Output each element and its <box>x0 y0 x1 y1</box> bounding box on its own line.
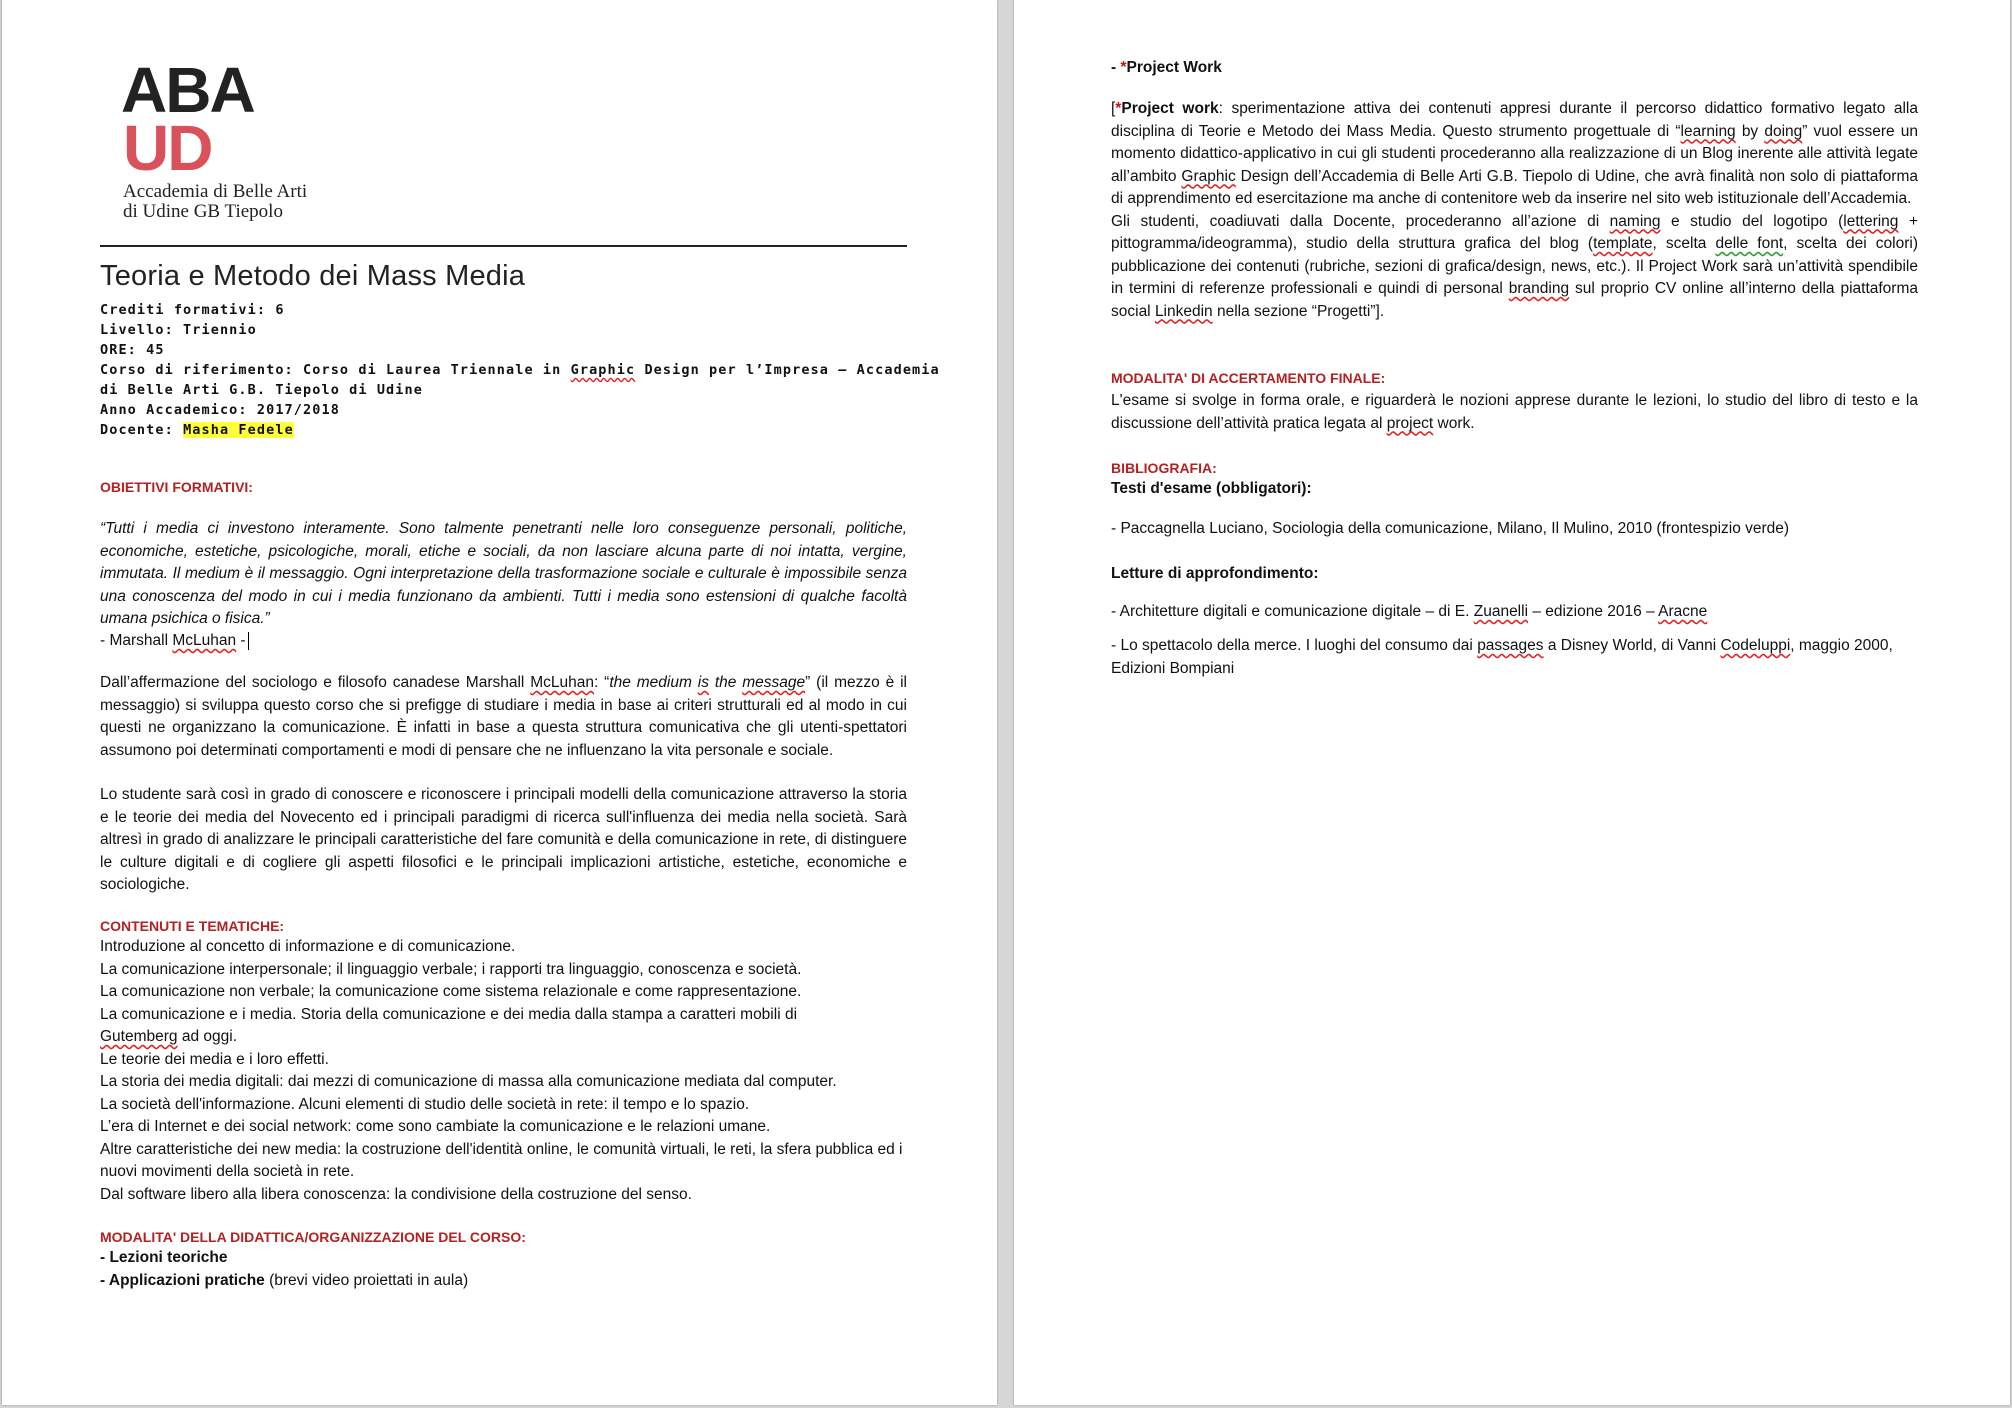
text-cursor <box>248 632 250 650</box>
pw-text: Gli studenti, coadiuvati dalla Docente, procederanno all’azione di <box>1111 212 1610 230</box>
acc-text: L'esame si svolge in forma orale, e riguarderà le nozioni apprese durante le lezioni, lo studio del libro di testo e la discussione dell’attività pratica legata al <box>1111 392 1918 432</box>
project-work-paragraph[interactable] <box>1111 98 1918 323</box>
let-text: a Disney World, di Vanni <box>1543 637 1721 654</box>
acc-text: work. <box>1433 414 1475 432</box>
bibliografia-item[interactable]: - Paccagnella Luciano, Sociologia della comunicazione, Milano, Il Mulino, 2010 (frontespizio verde) <box>1111 520 1790 537</box>
didattica-item: - Lezioni teoriche <box>100 1249 228 1266</box>
contenuti-line: La società dell'informazione. Alcuni elementi di studio delle società in rete: il tempo e lo spazio. <box>100 1095 750 1113</box>
contenuti-text: ad oggi. <box>177 1028 238 1045</box>
spell-error-word: Zuanelli <box>1473 603 1529 620</box>
meta-livello: Livello: Triennio <box>100 322 257 338</box>
pw-text: , scelta dei colori) pubblicazione dei contenuti (rubriche, sezioni di grafica/design, news, etc.). Il Project Work sarà un’attività spendibile in termini di referenze professionali e quindi di personal <box>1111 235 1918 297</box>
didattica-list[interactable] <box>100 1247 468 1292</box>
mcluhan-quote[interactable]: “Tutti i media ci investono interamente. Sono talmente penetranti nelle loro conseguenze personali, politiche, economiche, estetiche, psicologiche, morali, etiche e sociali, da non lasciare alcuna parte di noi intatta, vergine, immutata. Il medium è il messaggio. Ogni interpretazione della trasformazione sociale e culturale è impossibile senza una conoscenza del modo in cui i media funzionano da ambienti. Tutti i media sono estensioni di qualche facoltà umana psichica o fisica.” <box>100 520 907 627</box>
p1-text-a: Dall’affermazione del sociologo e filosofo canadese Marshall <box>100 674 531 691</box>
spell-error-word: message <box>742 674 806 691</box>
obiettivi-paragraph-2[interactable]: Lo studente sarà così in grado di conoscere e riconoscere i principali modelli della comunicazione attraverso la storia e le teorie dei media del Novecento ed i principali paradigmi di ricerca sull'influenza dei media nella società. Sarà altresì in grado di analizzare le principali caratteristiche del fare comunità e della comunicazione in rete, di distinguere le culture digitali e di cogliere gli aspetti filosofici e le principali implicazioni artistiche, estetiche, economiche e sociologiche. <box>100 786 907 893</box>
pw-label: Project Work <box>1126 59 1222 76</box>
meta-corso <box>100 360 940 380</box>
author-text: - Marshall <box>100 632 173 649</box>
p1-italic-d: the medium <box>609 674 698 691</box>
letture-item-2[interactable] <box>1111 635 1918 680</box>
spell-error-word: Graphic <box>1181 167 1236 185</box>
meta-crediti: Crediti formativi: 6 <box>100 302 285 318</box>
pw-text: e studio del logotipo ( <box>1660 212 1844 230</box>
heading-didattica: MODALITA' DELLA DIDATTICA/ORGANIZZAZIONE DEL CORSO: <box>100 1229 526 1245</box>
contenuti-line: La comunicazione e i media. Storia della comunicazione e dei media dalla stampa a caratteri mobili di <box>100 1005 798 1023</box>
pw-text: Design dell’Accademia di Belle Arti G.B. Tiepolo di Udine, che avrà finalità non solo di piattaforma di apprendimento ed esercitazione ma anche di contenitore web da inserire nel sito web istituzionale dell’Accademia. <box>1111 167 1918 207</box>
quote-author[interactable] <box>100 630 249 653</box>
document-page-1[interactable] <box>2 0 997 1405</box>
contenuti-line: La comunicazione non verbale; la comunicazione come sistema relazionale e come rappresentazione. <box>100 983 802 1000</box>
meta-corso-text-2: Design per l’Impresa – Accademia <box>635 362 940 378</box>
spell-error-word: is <box>697 674 709 691</box>
pw-text: sul proprio CV online all’interno della piattaforma social <box>1111 280 1918 320</box>
spell-error-word: Gutemberg <box>100 1028 178 1045</box>
document-page-2[interactable] <box>1014 0 2010 1405</box>
docente-name-highlighted: Masha Fedele <box>183 422 294 438</box>
project-work-bullet[interactable] <box>1111 57 1222 80</box>
pw-text: + pittogramma/ideogramma), studio della struttura grafica del blog ( <box>1111 212 1918 252</box>
pw-text: nella sezione “Progetti”]. <box>1212 302 1385 320</box>
spell-error-word: Codeluppi <box>1720 637 1791 654</box>
meta-anno: Anno Accademico: 2017/2018 <box>100 402 340 418</box>
meta-corso-text: Corso di riferimento: Corso di Laurea Triennale in <box>100 362 571 378</box>
spell-error-word: lettering <box>1843 212 1899 230</box>
p1-italic-f: the <box>708 674 743 691</box>
spell-error-word: learning <box>1680 122 1736 140</box>
heading-accertamento: MODALITA' DI ACCERTAMENTO FINALE: <box>1111 370 1386 386</box>
logo-subtitle <box>123 182 307 222</box>
meta-ore: ORE: 45 <box>100 342 165 358</box>
pw-star: * <box>1120 59 1127 76</box>
contenuti-line: La storia dei media digitali: dai mezzi di comunicazione di massa alla comunicazione mediata dal computer. <box>100 1073 837 1090</box>
pw-text: : sperimentazione attiva dei contenuti appresi durante il percorso didattico formativo legato alla disciplina di Teorie e Metodo dei Mass Media. Questo strumento progettuale di “ <box>1111 100 1918 140</box>
letture-subheading: Letture di approfondimento: <box>1111 565 1319 582</box>
pw-text: [ <box>1111 100 1116 117</box>
let-text: , maggio 2000, Edizioni Bompiani <box>1111 637 1893 677</box>
contenuti-line: Introduzione al concetto di informazione e di comunicazione. <box>100 938 516 955</box>
spell-error-word: branding <box>1508 280 1570 297</box>
heading-obiettivi: OBIETTIVI FORMATIVI: <box>100 479 253 495</box>
contenuti-line: Dal software libero alla libera conoscenza: la condivisione della costruzione del senso. <box>100 1185 692 1203</box>
spell-error-word: Graphic <box>570 362 636 378</box>
pw-text: ” vuol essere un momento didattico-applicativo in cui gli studenti procederanno alla realizzazione di un Blog inerente alle attività legate all’ambito <box>1111 122 1919 185</box>
bibliografia-subheading: Testi d'esame (obbligatori): <box>1111 480 1312 497</box>
contenuti-line: La comunicazione interpersonale; il linguaggio verbale; i rapporti tra linguaggio, conoscenza e società. <box>100 960 802 978</box>
logo-subtitle-line2: di Udine GB Tiepolo <box>123 201 283 222</box>
accertamento-paragraph[interactable] <box>1111 390 1918 435</box>
header-rule <box>100 245 907 247</box>
didattica-item-bold: - Applicazioni pratiche <box>100 1271 265 1289</box>
contenuti-line: Le teorie dei media e i loro effetti. <box>100 1050 329 1068</box>
author-text-end: - <box>236 632 246 649</box>
logo-ud: UD <box>123 112 212 184</box>
let-text: - Lo spettacolo della merce. I luoghi del consumo dai <box>1111 637 1478 654</box>
logo-subtitle-line1: Accademia di Belle Arti <box>123 181 308 202</box>
spell-error-word: Linkedin <box>1154 302 1213 320</box>
contenuti-line <box>100 1026 907 1049</box>
spell-error-word: Aracne <box>1658 603 1708 620</box>
spell-error-word: naming <box>1609 212 1661 230</box>
pw-text: , scelta <box>1652 235 1716 252</box>
didattica-item <box>100 1270 468 1293</box>
spell-error-word: template <box>1593 235 1653 252</box>
contenuti-list[interactable] <box>100 936 907 1206</box>
pw-bold: Project work <box>1121 100 1219 117</box>
logo-aba: ABA <box>121 54 254 126</box>
pw-star: * <box>1115 100 1122 117</box>
meta-corso-line2: di Belle Arti G.B. Tiepolo di Udine <box>100 382 423 398</box>
contenuti-line: L’era di Internet e dei social network: come sono cambiate la comunicazione e le relazioni umane. <box>100 1118 771 1135</box>
course-title[interactable]: Teoria e Metodo dei Mass Media <box>100 260 526 292</box>
spell-error-word: McLuhan <box>172 632 237 649</box>
p1-text-c: : “ <box>594 674 610 691</box>
p1-text-h: ” (il mezzo è il messaggio) si sviluppa questo corso che si prefigge di studiare i media in base ai criteri strutturali ed al modo in cui questi ne organizzano la comunicazione. È infatti in base a questa struttura comunicativa che gli utenti-spettatori assumono poi determinati comportamenti e modi di pensare che ne influenzano la vita personale e sociale. <box>100 674 907 759</box>
pw-dash: - <box>1111 59 1121 76</box>
spell-error-word: doing <box>1764 122 1803 140</box>
docente-label: Docente: <box>100 422 184 438</box>
didattica-item-rest: (brevi video proiettati in aula) <box>264 1271 469 1289</box>
contenuti-line: Altre caratteristiche dei new media: la costruzione dell'identità online, le comunità virtuali, le reti, la sfera pubblica ed i nuovi movimenti della società in rete. <box>100 1140 903 1180</box>
course-meta[interactable] <box>100 300 940 440</box>
meta-docente <box>100 420 900 440</box>
grammar-error-word: delle font <box>1715 235 1784 252</box>
let-text: – edizione 2016 – <box>1528 603 1659 620</box>
pw-text: by <box>1735 122 1765 140</box>
letture-item-1[interactable] <box>1111 601 1707 624</box>
spell-error-word: McLuhan <box>530 674 594 691</box>
spell-error-word: project <box>1386 414 1434 432</box>
heading-bibliografia: BIBLIOGRAFIA: <box>1111 460 1217 476</box>
spell-error-word: passages <box>1477 637 1544 654</box>
let-text: - Architetture digitali e comunicazione digitale – di E. <box>1111 603 1474 620</box>
obiettivi-paragraph-1[interactable] <box>100 672 907 762</box>
heading-contenuti: CONTENUTI E TEMATICHE: <box>100 918 285 934</box>
